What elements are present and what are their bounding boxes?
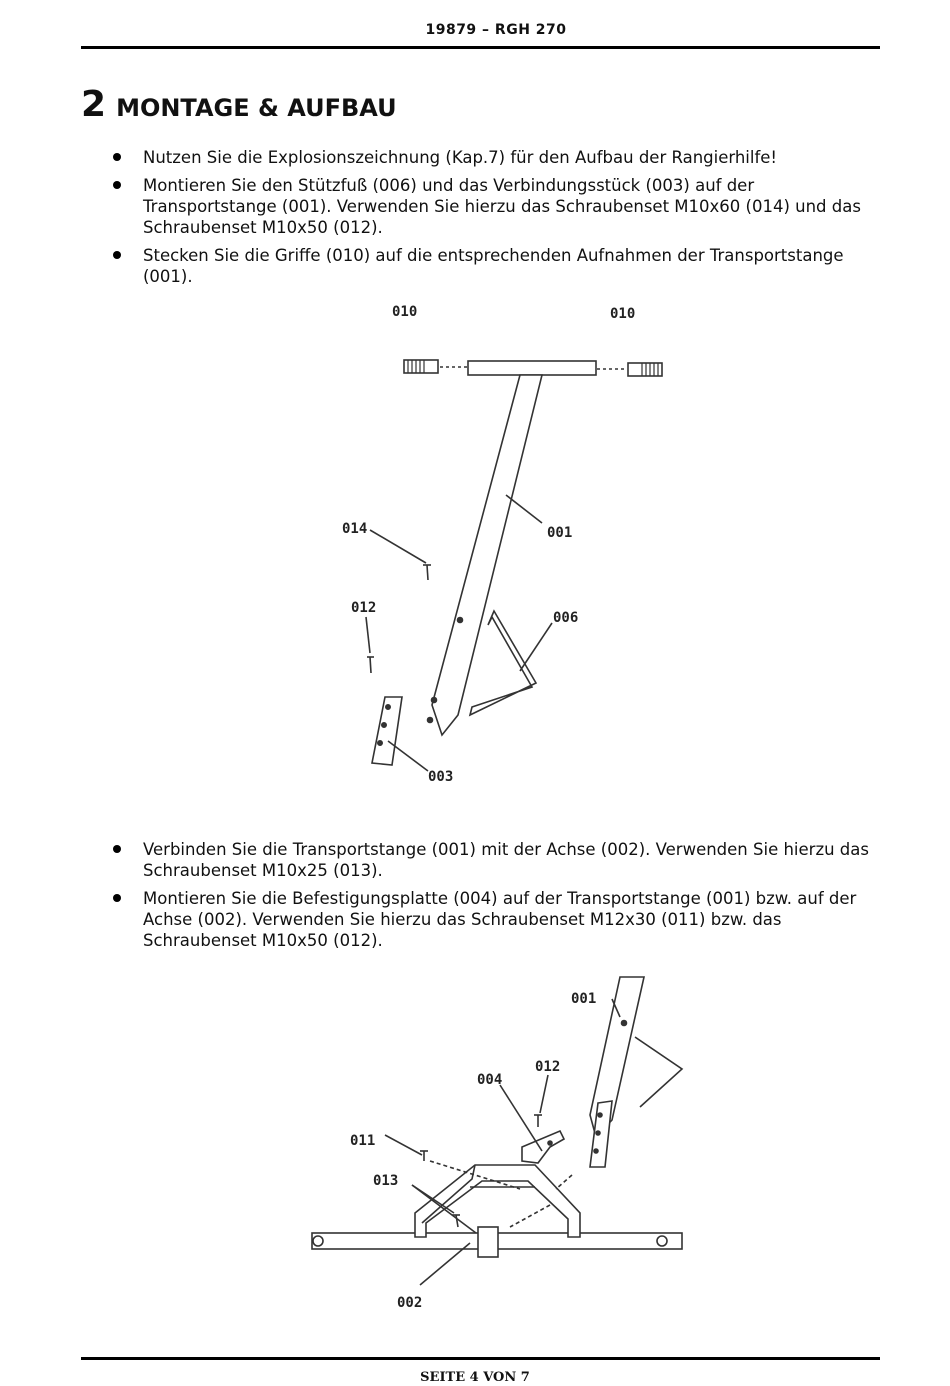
list-item <box>113 175 873 238</box>
bullet-icon <box>113 153 121 161</box>
label-plate: 004 <box>477 1072 503 1088</box>
axle-bracket <box>415 1165 580 1237</box>
label-screw-m10x50: 012 <box>351 600 377 616</box>
mounting-plate <box>522 1131 564 1163</box>
section-heading: MONTAGE & AUFBAU <box>116 94 397 122</box>
list-item <box>113 839 873 881</box>
assembly-diagram-bar <box>330 295 680 810</box>
bullet-icon <box>113 845 121 853</box>
list-item-text: Nutzen Sie die Explosionszeichnung (Kap.7) für den Aufbau der Rangierhilfe! <box>143 148 778 167</box>
list-item <box>113 888 873 951</box>
list-item-text: Stecken Sie die Griffe (010) auf die entsprechenden Aufnahmen der Transportstange (001). <box>143 246 844 286</box>
bullet-icon <box>113 181 121 189</box>
footer-rule <box>81 1357 880 1360</box>
crossbar <box>468 361 596 375</box>
label-screw-m10x60: 014 <box>342 521 368 537</box>
list-item <box>113 147 873 168</box>
bullet-icon <box>113 894 121 902</box>
list-item <box>113 245 873 287</box>
instruction-list-top <box>113 147 873 294</box>
list-item-text: Verbinden Sie die Transportstange (001) mit der Achse (002). Verwenden Sie hierzu das Schraubenset M10x25 (013). <box>143 840 869 880</box>
grip-left <box>404 360 438 373</box>
list-item-text: Montieren Sie den Stützfuß (006) und das Verbindungsstück (003) auf der Transportstange (001). Verwenden Sie hierzu das Schraubenset M10x60 (014) und das Schraubenset M10x50 (012). <box>143 176 861 237</box>
label-bar: 001 <box>571 991 597 1007</box>
list-item-text: Montieren Sie die Befestigungsplatte (004) auf der Transportstange (001) bzw. auf der Achse (002). Verwenden Sie hierzu das Schraubenset M12x30 (011) bzw. das Schraubenset M10x50 (012). <box>143 889 857 950</box>
section-title <box>81 84 397 125</box>
label-screw-m10x50: 012 <box>535 1059 561 1075</box>
label-grip-left: 010 <box>392 304 418 320</box>
section-number: 2 <box>81 84 107 125</box>
label-support-foot: 006 <box>553 610 579 626</box>
label-axle: 002 <box>397 1295 423 1311</box>
document-header: 19879 – RGH 270 <box>425 22 567 38</box>
label-connector: 003 <box>428 769 454 785</box>
instruction-list-bottom <box>113 839 873 958</box>
page-number: SEITE 4 VON 7 <box>420 1370 530 1385</box>
bullet-icon <box>113 251 121 259</box>
label-bar: 001 <box>547 525 573 541</box>
label-grip-right: 010 <box>610 306 636 322</box>
label-screw-m12x30: 011 <box>350 1133 376 1149</box>
grip-right <box>628 363 662 376</box>
transport-bar <box>432 375 542 735</box>
assembly-diagram-axle <box>300 965 700 1315</box>
label-screw-m10x25: 013 <box>373 1173 399 1189</box>
header-rule <box>81 46 880 49</box>
